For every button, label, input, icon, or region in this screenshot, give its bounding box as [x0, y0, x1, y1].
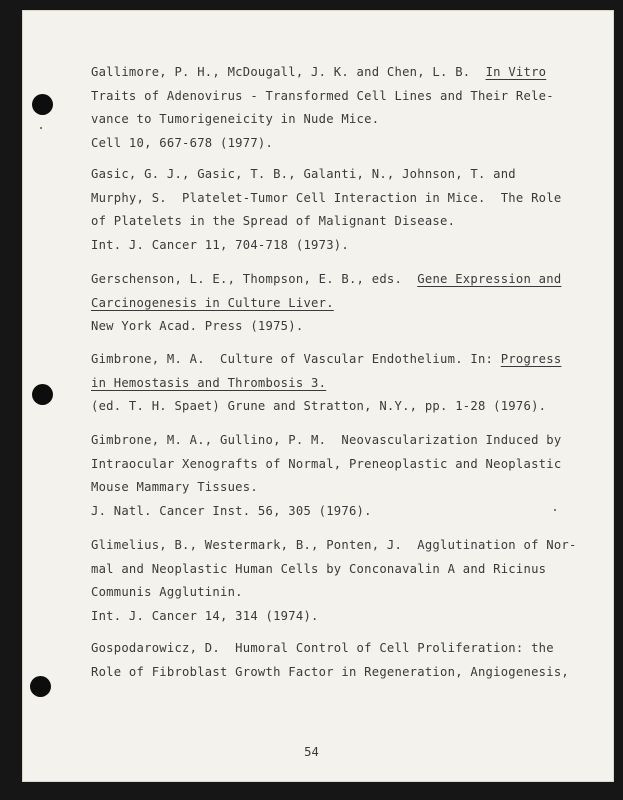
underlined-title: Carcinogenesis in Culture Liver. — [91, 295, 334, 310]
reference-text: mal and Neoplastic Human Cells by Conconavalin A and Ricinus — [91, 561, 547, 576]
reference-line — [91, 64, 546, 80]
reference-line — [91, 88, 554, 104]
reference-text: Gospodarowicz, D. Humoral Control of Cell Proliferation: the — [91, 641, 554, 655]
reference-text: Gimbrone, M. A., Gullino, P. M. Neovascularization Induced by — [91, 433, 562, 447]
reference-text: of Platelets in the Spread of Malignant Disease. — [91, 214, 456, 228]
underlined-title: Gene Expression and — [417, 272, 562, 286]
reference-text: Role of Fibroblast Growth Factor in Regeneration, Angiogenesis, — [91, 664, 570, 679]
reference-line — [91, 295, 334, 311]
reference-line — [91, 456, 561, 472]
reference-text: Gasic, G. J., Gasic, T. B., Galanti, N., Johnson, T. and — [91, 167, 516, 181]
reference-text: Gimbrone, M. A. Culture of Vascular Endothelium. In: — [91, 352, 501, 366]
reference-text: (ed. T. H. Spaet) Grune and Stratton, N.Y., pp. 1-28 (1976). — [91, 399, 547, 413]
reference-line — [91, 561, 546, 577]
page-number: 54 — [304, 745, 319, 759]
reference-text: Int. J. Cancer 11, 704-718 (1973). — [91, 237, 349, 252]
speck — [40, 127, 42, 129]
reference-line — [91, 237, 349, 253]
speck — [554, 509, 556, 511]
reference-text: Gerschenson, L. E., Thompson, E. B., eds. — [91, 272, 418, 286]
reference-text: J. Natl. Cancer Inst. 56, 305 (1976). — [91, 503, 372, 518]
reference-text: Int. J. Cancer 14, 314 (1974). — [91, 608, 319, 623]
reference-line — [91, 190, 561, 206]
punch-hole-bottom — [30, 676, 51, 697]
reference-line — [91, 375, 326, 391]
reference-line — [91, 503, 372, 519]
reference-line — [91, 351, 561, 367]
reference-line — [91, 135, 273, 151]
reference-line — [91, 640, 554, 656]
reference-line — [91, 271, 561, 287]
reference-text: Mouse Mammary Tissues. — [91, 480, 258, 494]
reference-line — [91, 608, 319, 624]
reference-text: vance to Tumorigeneicity in Nude Mice. — [91, 112, 380, 126]
reference-text: Communis Agglutinin. — [91, 585, 243, 599]
reference-line — [91, 584, 243, 600]
reference-text: Intraocular Xenografts of Normal, Preneoplastic and Neoplastic — [91, 456, 562, 471]
reference-line — [91, 318, 303, 334]
underlined-title: in Hemostasis and Thrombosis 3. — [91, 375, 327, 390]
reference-line — [91, 398, 546, 414]
reference-text: Traits of Adenovirus - Transformed Cell Lines and Their Rele- — [91, 88, 554, 103]
punch-hole-middle — [32, 384, 53, 405]
reference-text: New York Acad. Press (1975). — [91, 319, 304, 333]
reference-line — [91, 537, 577, 553]
punch-hole-top — [32, 94, 53, 115]
reference-line — [91, 166, 516, 182]
reference-line — [91, 432, 561, 448]
reference-text: Murphy, S. Platelet-Tumor Cell Interaction in Mice. The Role — [91, 190, 562, 205]
reference-line — [91, 111, 379, 127]
underlined-title: In Vitro — [485, 65, 547, 79]
reference-text: Glimelius, B., Westermark, B., Ponten, J. Agglutination of Nor- — [91, 538, 577, 552]
reference-line — [91, 213, 455, 229]
reference-line — [91, 479, 258, 495]
underlined-title: Progress — [500, 352, 562, 366]
reference-text: Cell 10, 667-678 (1977). — [91, 135, 274, 150]
reference-line — [91, 664, 569, 680]
reference-text: Gallimore, P. H., McDougall, J. K. and Chen, L. B. — [91, 65, 486, 79]
